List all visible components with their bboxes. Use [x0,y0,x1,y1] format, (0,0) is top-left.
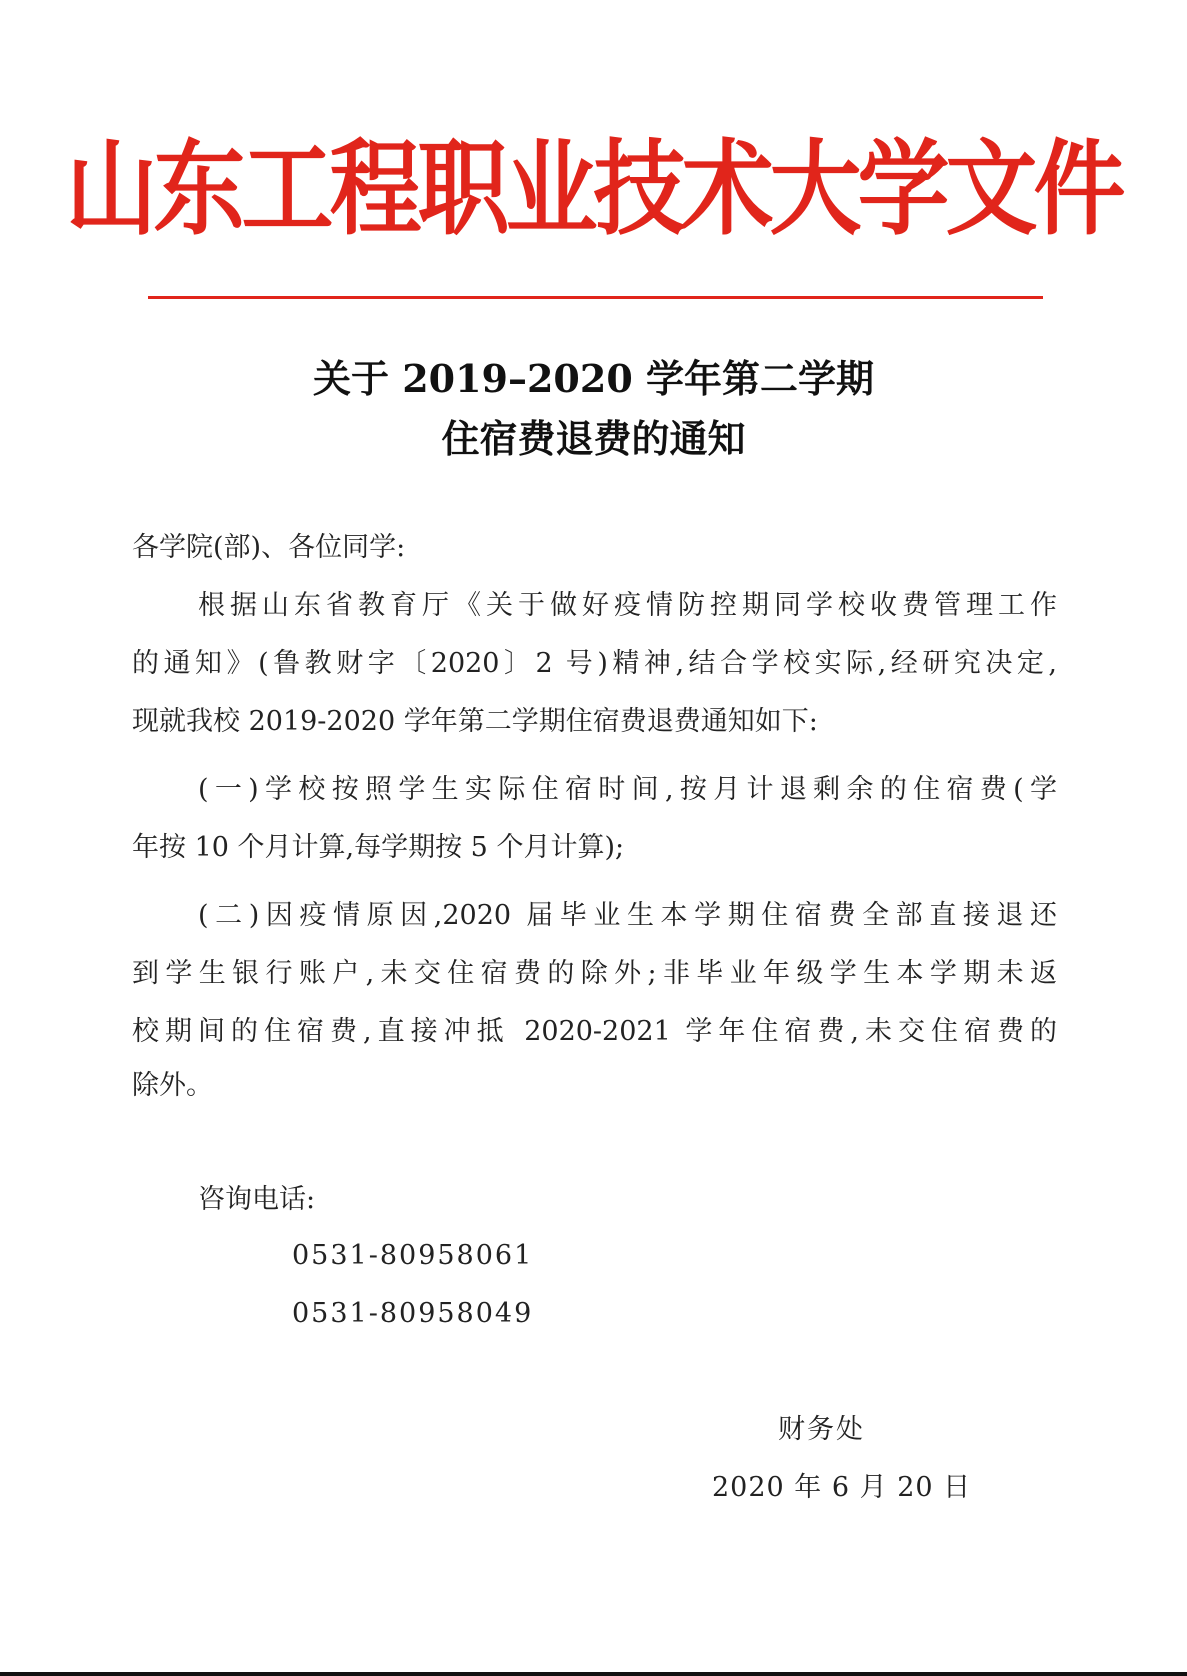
item2-line-1: (二)因疫情原因,2020 届毕业生本学期住宿费全部直接退还 [198,900,1057,931]
paragraph1-line-2: 的通知》(鲁教财字〔2020〕2 号)精神,结合学校实际,经研究决定, [132,648,1057,679]
phone-number-2: 0531-80958049 [292,1298,534,1329]
issuer-header: 山东工程职业技术大学文件 [65,129,1122,249]
document-title-line-1: 关于 2019–2020 学年第二学期 [313,356,874,401]
document-title-line-2: 住宿费退费的通知 [441,416,746,461]
contact-label: 咨询电话: [198,1184,316,1215]
item2-line-3: 校期间的住宿费,直接冲抵 2020-2021 学年住宿费,未交住宿费的 [132,1016,1057,1047]
page-bottom-edge [0,1672,1187,1676]
item2-line-2: 到学生银行账户,未交住宿费的除外;非毕业年级学生本学期未返 [132,958,1057,989]
phone-number-1: 0531-80958061 [292,1240,534,1271]
item2-line-4: 除外。 [132,1070,213,1101]
red-divider-line [148,296,1043,299]
paragraph1-line-3: 现就我校 2019-2020 学年第二学期住宿费退费通知如下: [132,706,818,737]
signer: 财务处 [778,1414,865,1445]
paragraph1-line-1: 根据山东省教育厅《关于做好疫情防控期同学校收费管理工作 [198,590,1057,621]
item1-line-2: 年按 10 个月计算,每学期按 5 个月计算); [132,832,625,863]
salutation: 各学院(部)、各位同学: [132,532,406,563]
item1-line-1: (一)学校按照学生实际住宿时间,按月计退剩余的住宿费(学 [198,774,1057,805]
issue-date: 2020 年 6 月 20 日 [712,1472,972,1503]
